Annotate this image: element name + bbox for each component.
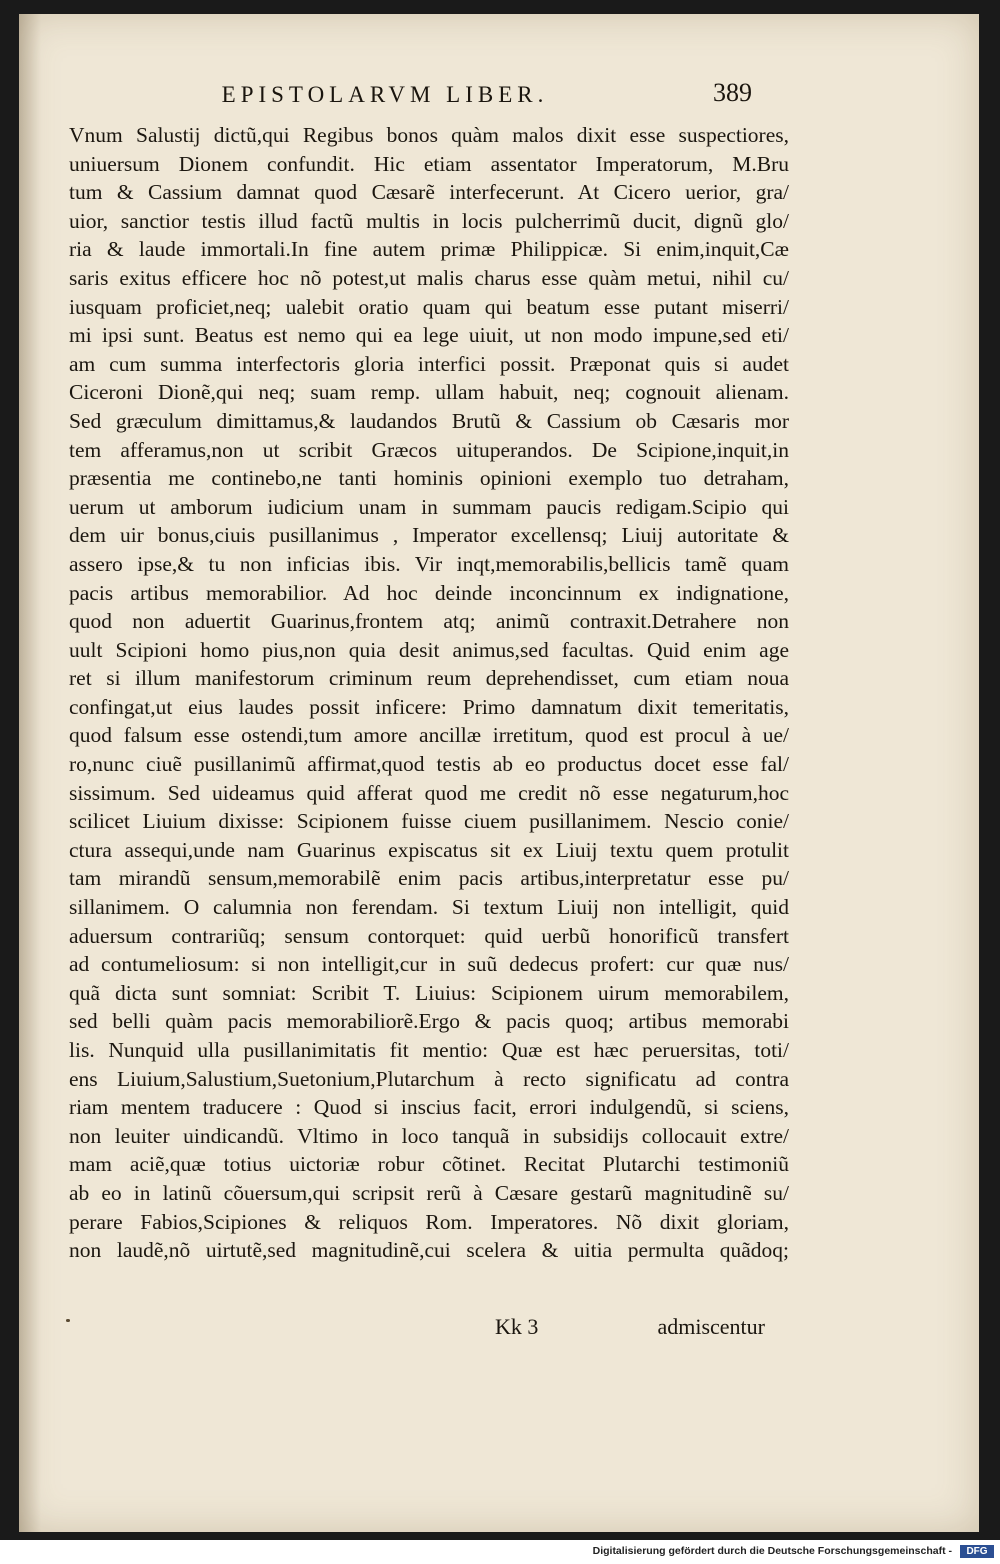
text-line: mam aciẽ,quæ totius uictoriæ robur cõtinet. Recitat Plutarchi testimoniũ xyxy=(69,1152,789,1177)
running-head: EPISTOLARVM LIBER. xyxy=(221,82,549,107)
text-line: quod non aduertit Guarinus,frontem atq; animũ contraxit.Detrahere non xyxy=(69,609,789,634)
text-line: tum & Cassium damnat quod Cæsarẽ interfecerunt. At Cicero uerior, gra/ xyxy=(69,180,789,205)
text-line: confingat,ut eius laudes possit inficere: Primo damnatum dixit temeritatis, xyxy=(69,694,789,719)
dfg-logo: DFG xyxy=(960,1545,994,1558)
text-line: uior, sanctior testis illud factũ multis in locis pulcherrimũ ducit, dignũ glo/ xyxy=(69,208,789,233)
text-line: perare Fabios,Scipiones & reliquos Rom. Imperatores. Nõ dixit gloriam, xyxy=(69,1209,789,1234)
text-line: sissimum. Sed uideamus quid afferat quod me credit nõ esse negaturum,hoc xyxy=(69,780,789,805)
text-line: ctura assequi,unde nam Guarinus expiscatus sit ex Liuij textu quem protulit xyxy=(69,837,789,862)
text-line: riam mentem traducere : Quod si inscius facit, errori indulgendũ, si sciens, xyxy=(69,1095,789,1120)
text-line: Sed græculum dimittamus,& laudandos Brutũ & Cassium ob Cæsaris mor xyxy=(69,408,789,433)
text-line: saris exitus efficere hoc nõ potest,ut malis charus esse quàm metui, nihil cu/ xyxy=(69,265,789,290)
text-line: am cum summa interfectoris gloria interfici possit. Præponat quis si audet xyxy=(69,351,789,376)
catchword: admiscentur xyxy=(657,1314,765,1339)
text-line: Vnum Salustij dictũ,qui Regibus bonos quàm malos dixit esse suspectiores, xyxy=(69,123,789,147)
text-line: sillanimem. O calumnia non ferendam. Si textum Liuij non intelligit, quid xyxy=(69,895,789,920)
digitization-footer xyxy=(0,1540,1000,1564)
text-line: quã dicta sunt somniat: Scribit T. Liuius: Scipionem uirum memorabilem, xyxy=(69,980,789,1005)
page-number: 389 xyxy=(713,78,752,107)
text-line: scilicet Liuium dixisse: Scipionem fuisse ciuem pusillanimem. Nescio conie/ xyxy=(69,809,789,834)
text-line: uerum ut amborum iudicium unam in summam paucis redigam.Scipio qui xyxy=(69,494,789,519)
text-line: non leuiter uindicandũ. Vltimo in loco tanquã in subsidijs collocauit extre/ xyxy=(69,1123,789,1148)
text-line: lis. Nunquid ulla pusillanimitatis fit mentio: Quæ est hæc peruersitas, toti/ xyxy=(69,1038,789,1062)
text-line: ad contumeliosum: si non intelligit,cur in suũ dedecus profert: cur quæ nus/ xyxy=(69,952,789,977)
text-line: iusquam proficiet,neq; ualebit oratio quam qui beatum esse putant miserri/ xyxy=(69,294,789,319)
text-line: mi ipsi sunt. Beatus est nemo qui ea lege uiuit, ut non modo impune,sed eti/ xyxy=(69,323,789,348)
text-line: Ciceroni Dionẽ,qui neq; suam remp. ullam habuit, neq; cognouit alienam. xyxy=(69,380,789,405)
text-line: non laudẽ,nõ uirtutẽ,sed magnitudinẽ,cui scelera & uitia permulta quãdoq; xyxy=(69,1238,789,1263)
signature-mark: Kk 3 xyxy=(495,1314,539,1339)
ink-mark xyxy=(66,1319,70,1322)
text-line: sed belli quàm pacis memorabiliorẽ.Ergo & pacis quoq; artibus memorabi xyxy=(69,1009,789,1034)
text-line: ro,nunc ciuẽ pusillanimũ affirmat,quod testis ab eo productus docet esse fal/ xyxy=(69,752,789,777)
credit-text: Digitalisierung gefördert durch die Deutsche Forschungsgemeinschaft - xyxy=(592,1545,952,1557)
text-line: ens Liuium,Salustium,Suetonium,Plutarchum à recto significatu ad contra xyxy=(69,1066,789,1091)
text-line: quod falsum esse ostendi,tum amore ancillæ irretitum, quod est procul à ue/ xyxy=(69,723,789,748)
text-line: tam mirandũ sensum,memorabilẽ enim pacis artibus,interpretatur esse pu/ xyxy=(69,866,789,891)
text-line: uult Scipioni homo pius,non quia desit animus,sed facultas. Quid enim age xyxy=(69,637,789,662)
text-line: aduersum contrariũq; sensum contorquet: quid uerbũ honorificũ transfert xyxy=(69,923,789,948)
text-line: ret si illum manifestorum criminum reum deprehendisset, cum etiam noua xyxy=(69,666,789,691)
text-line: pacis artibus memorabilior. Ad hoc deinde inconcinnum ex indignatione, xyxy=(69,580,789,605)
book-page xyxy=(19,14,979,1532)
text-line: ab eo in latinũ cõuersum,qui scripsit rerũ à Cæsare gestarũ magnitudinẽ su/ xyxy=(69,1180,789,1205)
text-line: dem uir bonus,ciuis pusillanimus , Imperator excellensq; Liuij autoritate & xyxy=(69,523,789,548)
body-text xyxy=(69,121,789,1265)
text-line: præsentia me continebo,ne tanti hominis opinioni exemplo tuo detraham, xyxy=(69,466,789,491)
text-line: tem afferamus,non ut scribit Græcos uituperandos. De Scipione,inquit,in xyxy=(69,437,789,462)
signature-catchword-line xyxy=(495,1314,765,1344)
text-line: uniuersum Dionem confundit. Hic etiam assentator Imperatorum, M.Bru xyxy=(69,151,789,176)
text-line: assero ipse,& tu non inficias ibis. Vir inqt,memorabilis,bellicis tamẽ quam xyxy=(69,551,789,576)
text-line: ria & laude immortali.In fine autem primæ Philippicæ. Si enim,inquit,Cæ xyxy=(69,237,789,262)
